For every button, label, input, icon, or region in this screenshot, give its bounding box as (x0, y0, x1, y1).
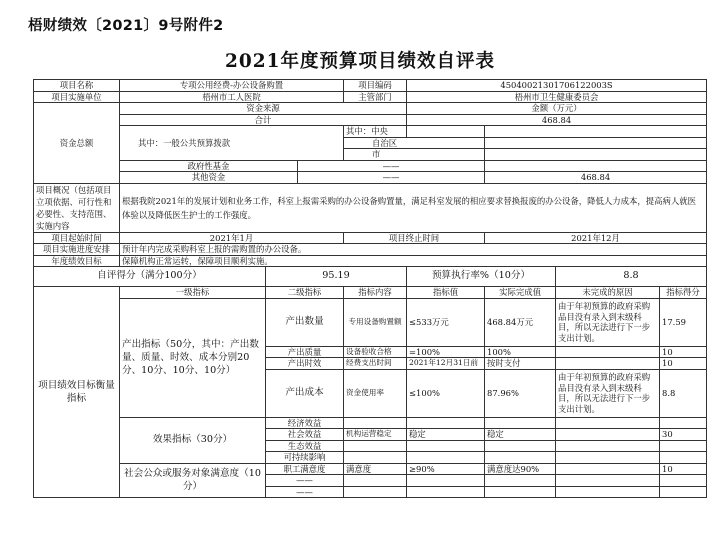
content-cell (344, 440, 407, 452)
actual-cell (485, 452, 556, 464)
score-cell (660, 452, 707, 464)
self-score-value: 95.19 (266, 267, 407, 287)
actual-cell: 87.96% (485, 369, 556, 417)
score-cell: 10 (660, 358, 707, 370)
funds-other-row (34, 172, 707, 184)
progress-label: 项目实施进度安排 (34, 244, 120, 256)
funds-label: 资金总额 (34, 103, 120, 184)
level2-cell: 生态效益 (266, 440, 344, 452)
header-actual: 实际完成值 (485, 287, 556, 299)
score-cell: 30 (660, 429, 707, 441)
reason-cell (556, 452, 660, 464)
header-target: 指标值 (407, 287, 485, 299)
funds-city-label: 市 (344, 149, 485, 161)
reason-cell (556, 475, 660, 487)
overview-text: 根据我院2021年的发展计划和业务工作，科室上报需采购的办公设备购置量，满足科室发展的相应要求替换报废的办公设备，降低人力成本，提高病人就医体验以及降低医生护士的工作强度。 (120, 183, 707, 232)
score-cell (660, 417, 707, 429)
reason-cell (556, 358, 660, 370)
target-cell: =100% (407, 346, 485, 358)
header-content: 指标内容 (344, 287, 407, 299)
target-cell: ≤533万元 (407, 298, 485, 346)
start-label: 项目起始时间 (34, 232, 120, 244)
target-cell: 2021年12月31日前 (407, 358, 485, 370)
reason-cell (556, 346, 660, 358)
content-cell: 满意度 (344, 463, 407, 475)
actual-cell (485, 417, 556, 429)
table-row (34, 417, 707, 429)
score-cell (660, 440, 707, 452)
funds-amount-label: 金额（万元） (407, 103, 707, 115)
level2-cell: 产出数量 (266, 298, 344, 346)
funds-gov-amount (485, 160, 707, 172)
table-row (34, 463, 707, 475)
target-cell (407, 486, 485, 498)
overview-label: 项目概况（包括项目立项依据、可行性和必要性、支持范围、实施内容 (34, 183, 120, 232)
project-unit-row (34, 91, 707, 103)
content-cell: 经费支出时间 (344, 358, 407, 370)
funds-gov-row (34, 160, 707, 172)
reason-cell: 由于年初预算的政府采购品目没有录入到末级科目，所以无法进行下一步支出计划。 (556, 369, 660, 417)
funds-gov-dash: —— (298, 160, 485, 172)
project-name-row (34, 80, 707, 92)
page-title: 2021年度预算项目绩效自评表 (225, 51, 495, 72)
target-cell (407, 440, 485, 452)
reason-cell (556, 417, 660, 429)
reason-cell (556, 440, 660, 452)
score-cell: 10 (660, 463, 707, 475)
funds-total-label: 合计 (120, 114, 407, 126)
content-cell (344, 452, 407, 464)
target-cell: ≤100% (407, 369, 485, 417)
score-cell (660, 486, 707, 498)
funds-central-amount (485, 126, 707, 138)
target-cell: ≥90% (407, 463, 485, 475)
start-value: 2021年1月 (120, 232, 344, 244)
reason-cell (556, 429, 660, 441)
funds-region-amount (485, 137, 707, 149)
actual-cell: 100% (485, 346, 556, 358)
target-cell (407, 417, 485, 429)
end-label: 项目终止时间 (344, 232, 485, 244)
goal-value: 保障机构正常运转，保障项目顺利实施。 (120, 255, 707, 267)
output-indicator-label: 产出指标（50分，其中：产出数量、质量、时效、成本分别20分、10分、10分、10分） (120, 298, 266, 417)
level2-cell: 社会效益 (266, 429, 344, 441)
funds-region-label: 自治区 (344, 137, 485, 149)
exec-rate-label: 预算执行率%（10分） (407, 267, 556, 287)
self-score-label: 自评得分（满分100分） (34, 267, 266, 287)
score-cell: 17.59 (660, 298, 707, 346)
header-score: 指标得分 (660, 287, 707, 299)
funds-central-value (407, 126, 485, 138)
funds-other-label: 其他资金 (120, 172, 298, 184)
funds-general-label: 其中：一般公共预算拨款 (120, 126, 344, 161)
content-cell: 设备验收合格 (344, 346, 407, 358)
reason-cell: 由于年初预算的政府采购品目没有录入到末级科目，所以无法进行下一步支出计划。 (556, 298, 660, 346)
content-cell (344, 417, 407, 429)
level2-cell: 经济效益 (266, 417, 344, 429)
document-number: 梧财绩效〔2021〕9号附件2 (28, 18, 224, 34)
overview-row (34, 183, 707, 232)
target-cell: 稳定 (407, 429, 485, 441)
level2-cell: —— (266, 475, 344, 487)
evaluation-table (33, 79, 707, 498)
indicator-section-label: 项目绩效目标衡量指标 (34, 287, 120, 498)
effect-indicator-label: 效果指标（30分） (120, 417, 266, 463)
funds-total-row (34, 114, 707, 126)
actual-cell (485, 440, 556, 452)
funds-total-value: 468.84 (407, 114, 707, 126)
funds-other-dash: —— (298, 172, 485, 184)
dept-value: 梧州市卫生健康委员会 (407, 91, 707, 103)
level2-cell: 产出时效 (266, 358, 344, 370)
actual-cell: 按时支付 (485, 358, 556, 370)
content-cell: 机构运营稳定 (344, 429, 407, 441)
content-cell (344, 486, 407, 498)
level2-cell: 可持续影响 (266, 452, 344, 464)
level2-cell: —— (266, 486, 344, 498)
score-cell: 8.8 (660, 369, 707, 417)
goal-label: 年度绩效目标 (34, 255, 120, 267)
project-unit-label: 项目实施单位 (34, 91, 120, 103)
reason-cell (556, 463, 660, 475)
funds-central-label: 其中：中央 (344, 126, 407, 138)
content-cell (344, 475, 407, 487)
actual-cell: 满意度达90% (485, 463, 556, 475)
level2-cell: 职工满意度 (266, 463, 344, 475)
project-code-value: 45040021301706122003S (407, 80, 707, 92)
project-name-label: 项目名称 (34, 80, 120, 92)
goal-row (34, 255, 707, 267)
satisfaction-indicator-label: 社会公众或服务对象满意度（10分） (120, 463, 266, 498)
actual-cell (485, 475, 556, 487)
actual-cell: 468.84万元 (485, 298, 556, 346)
indicator-header-row (34, 287, 707, 299)
funds-city-amount (485, 149, 707, 161)
score-cell (660, 475, 707, 487)
header-level2: 二级指标 (266, 287, 344, 299)
funds-source-label: 资金来源 (120, 103, 407, 115)
project-name-value: 专项公用经费-办公设备购置 (120, 80, 344, 92)
actual-cell (485, 486, 556, 498)
schedule-row (34, 232, 707, 244)
end-value: 2021年12月 (485, 232, 707, 244)
score-cell: 10 (660, 346, 707, 358)
funds-gov-label: 政府性基金 (120, 160, 298, 172)
score-row (34, 267, 707, 287)
target-cell (407, 475, 485, 487)
progress-row (34, 244, 707, 256)
level2-cell: 产出质量 (266, 346, 344, 358)
header-level1: 一级指标 (120, 287, 266, 299)
header-reason: 未完成的原因 (556, 287, 660, 299)
target-cell (407, 452, 485, 464)
funds-other-value: 468.84 (485, 172, 707, 184)
table-row (34, 298, 707, 346)
exec-rate-value: 8.8 (556, 267, 707, 287)
content-cell: 资金使用率 (344, 369, 407, 417)
content-cell: 专用设备购置额 (344, 298, 407, 346)
level2-cell: 产出成本 (266, 369, 344, 417)
dept-label: 主管部门 (344, 91, 407, 103)
progress-value: 预计年内完成采购科室上报的需购置的办公设备。 (120, 244, 707, 256)
actual-cell: 稳定 (485, 429, 556, 441)
reason-cell (556, 486, 660, 498)
project-unit-value: 梧州市工人医院 (120, 91, 344, 103)
project-code-label: 项目编码 (344, 80, 407, 92)
funds-central-row (34, 126, 707, 138)
funds-header-row (34, 103, 707, 115)
